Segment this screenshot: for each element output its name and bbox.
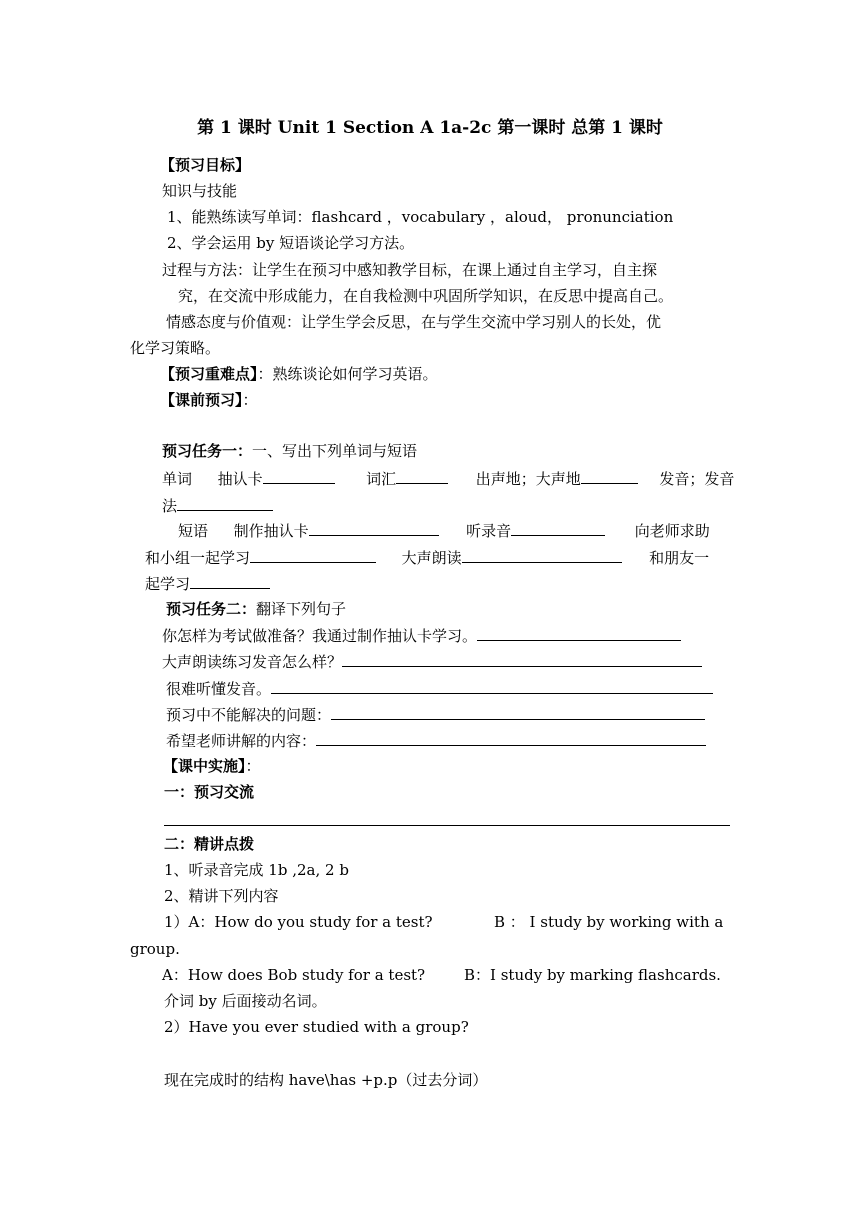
task2-heading [166,599,346,619]
key-points [160,364,438,384]
task1-phrases-row-1 [178,520,710,541]
sentence-2-blank[interactable] [342,651,702,667]
task1-words-row-2 [162,495,273,516]
example-2-line [162,965,721,985]
key-points-text: ：熟练谈论如何学习英语。 [257,365,438,383]
task1-phrases-row-3 [145,573,270,594]
unsolved-questions-label: 预习中不能解决的问题： [166,706,332,724]
part-2-key-explanation: 二：精讲点拨 [164,835,255,853]
phrase-listen-tapes-blank[interactable] [511,520,605,536]
knowledge-item-1: 1、能熟练读写单词：flashcard ，vocabulary ，aloud， pronunciation [167,208,674,226]
example-1-question: 1）A：How do you study for a test? [164,913,433,931]
task1-label: 预习任务一： [162,442,253,460]
phrase-read-aloud-label: 大声朗读 [401,549,462,567]
word-aloud-blank[interactable] [581,468,638,484]
knowledge-label: 知识与技能 [162,182,238,200]
attitude-line-2: 化学习策略。 [130,339,221,357]
task2-label: 预习任务二： [166,600,257,618]
task2-question-unsolved [166,704,705,725]
word-flashcard-blank[interactable] [263,468,335,484]
word-pronunciation-label-cont: 法 [162,497,178,515]
attitude-line-1: 情感态度与价值观：让学生学会反思，在与学生交流中学习别人的长处，优 [166,313,662,331]
task1-heading [162,441,417,461]
preview-goals-heading: 【预习目标】 [160,156,251,174]
key-points-heading: 【预习重难点】 [160,365,258,383]
word-vocabulary-label: 词汇 [366,470,397,488]
task2-sentence-3 [166,678,713,699]
in-class [163,756,261,776]
answer-line [164,825,730,826]
pre-class-suffix: ： [242,391,258,409]
phrase-read-aloud-blank[interactable] [462,547,622,563]
example-1-answer: B ： I study by working with a [494,913,724,931]
phrase-make-flashcards-label: 制作抽认卡 [233,522,309,540]
sentence-3-text: 很难听懂发音。 [166,680,272,698]
phrase-study-friends-label-cont: 起学习 [145,575,191,593]
pre-class-heading: 【课前预习】 [160,391,243,409]
example-2-answer: B：I study by marking flashcards. [464,966,721,984]
process-line-1: 过程与方法：让学生在预习中感知教学目标，在课上通过自主学习，自主探 [162,261,658,279]
teacher-explain-label: 希望老师讲解的内容： [166,732,317,750]
example-2-question: A：How does Bob study for a test? [162,966,426,984]
word-aloud-label: 出声地；大声地 [475,470,581,488]
phrase-study-friends-blank[interactable] [190,573,270,589]
phrase-make-flashcards-blank[interactable] [309,520,439,536]
phrase-study-friends-label: 和朋友一 [649,549,710,567]
phrase-ask-teacher-label: 向老师求助 [634,522,710,540]
task2-sentence-1 [162,625,681,646]
word-pronunciation-blank[interactable] [177,495,273,511]
words-label: 单词 [162,470,193,488]
sentence-3-blank[interactable] [271,678,713,694]
example-3-line: 2）Have you ever studied with a group? [164,1018,469,1036]
task2-sentence-2 [162,651,702,672]
sentence-1-text: 你怎样为考试做准备？我通过制作抽认卡学习。 [162,627,478,645]
sentence-2-text: 大声朗读练习发音怎么样？ [162,653,343,671]
phrase-listen-tapes-label: 听录音 [466,522,512,540]
word-flashcard-label: 抽认卡 [217,470,263,488]
sentence-1-blank[interactable] [477,625,681,641]
task1-phrases-row-2 [145,547,709,568]
page-title: 第 1 课时 Unit 1 Section A 1a-2c 第一课时 总第 1 课时 [197,118,663,138]
in-class-suffix: ： [245,757,261,775]
task2-text: 翻译下列句子 [256,600,347,618]
part-1-preview-exchange: 一：预习交流 [164,783,255,801]
teacher-explain-blank[interactable] [316,730,706,746]
process-line-2: 究，在交流中形成能力，在自我检测中巩固所学知识，在反思中提高自己。 [178,287,674,305]
word-vocabulary-blank[interactable] [396,468,448,484]
word-pronunciation-label: 发音；发音 [659,470,735,488]
task1-words-row [162,468,734,489]
task1-text: 一、写出下列单词与短语 [252,442,418,460]
unsolved-questions-blank[interactable] [331,704,705,720]
note-by-gerund: 介词 by 后面接动名词。 [164,992,327,1010]
item-2-explain: 2、精讲下列内容 [164,887,279,905]
phrase-work-group-blank[interactable] [250,547,376,563]
phrase-work-group-label: 和小组一起学习 [145,549,251,567]
item-1-listening: 1、听录音完成 1b ,2a, 2 b [164,861,349,879]
in-class-heading: 【课中实施】 [163,757,246,775]
pre-class [160,390,258,410]
task2-teacher-explain [166,730,706,751]
example-1-line [164,912,730,932]
note-present-perfect: 现在完成时的结构 have\has +p.p（过去分词） [164,1071,488,1089]
knowledge-item-2: 2、学会运用 by 短语谈论学习方法。 [167,234,415,252]
phrases-label: 短语 [178,522,209,540]
example-1-answer-cont: group. [130,940,180,958]
